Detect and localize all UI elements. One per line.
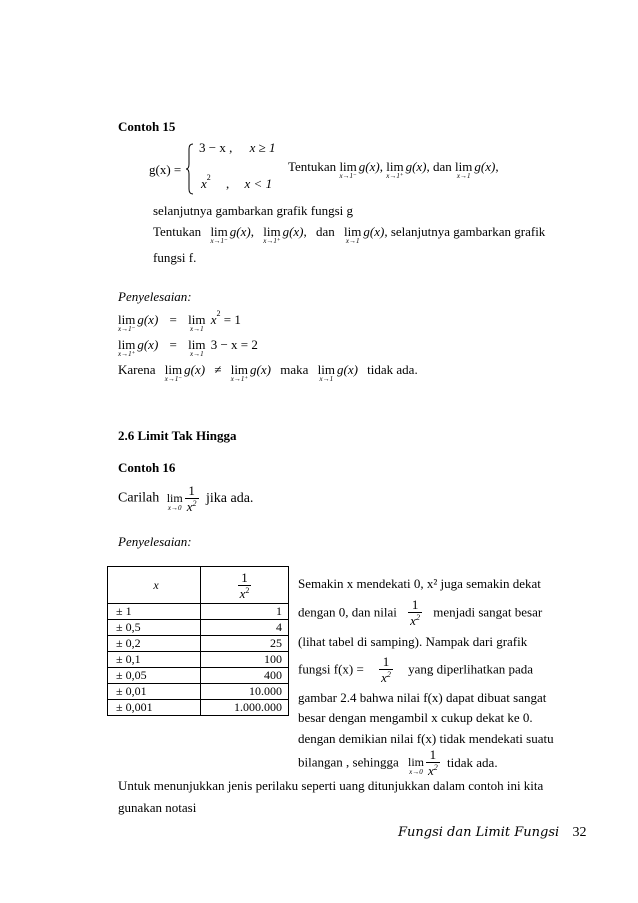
task-15-line-3: Tentukan lim x→1⁻ g(x), lim x→1⁺ g(x), dan lim x→1 g(x), selanjutnya gambarkan grafik bbox=[153, 224, 546, 245]
limit-two-sided-function: g(x) bbox=[474, 159, 496, 174]
paragraph-line-3: (lihat tabel di samping). Nampak dari grafik bbox=[298, 634, 528, 649]
case-2-exponent: 2 bbox=[206, 173, 211, 182]
task-15-line-4: fungsi f. bbox=[153, 250, 197, 265]
table-header-x: x bbox=[108, 567, 201, 604]
paragraph-line-4: fungsi f(x) = $\frac{1}{x^2}$ yang diperlihatkan pada bbox=[298, 654, 534, 685]
task-word: Tentukan bbox=[288, 159, 337, 174]
page-number: 32 bbox=[572, 825, 587, 840]
limit-left: lim x→1⁻ bbox=[339, 159, 357, 180]
case-1-expression: 3 − x , bbox=[199, 140, 233, 155]
piecewise-case-2 bbox=[201, 173, 273, 192]
task-15-line-2: selanjutnya gambarkan grafik fungsi g bbox=[153, 203, 353, 218]
table-row: ± 0,05 400 bbox=[108, 668, 289, 684]
task-15-line-1: Tentukan lim x→1⁻ g(x), lim x→1⁺ g(x), dan lim x→1 g(x), bbox=[288, 159, 499, 180]
fraction-one-over-x-squared: $\frac{1}{x^2}$ bbox=[186, 483, 197, 514]
case-1-condition: x ≥ 1 bbox=[249, 140, 276, 155]
solution-15-row-2: lim x→1⁺ g(x) = lim x→1 3 − x = 2 bbox=[118, 337, 258, 358]
example-16-task: Carilah lim x→0 $\frac{1}{x^2}$ jika ada. bbox=[118, 483, 254, 514]
paragraph-line-6: besar dengan mengambil x cukup dekat ke 0. bbox=[298, 710, 533, 725]
example-15-heading: Contoh 15 bbox=[118, 119, 176, 134]
piecewise-brace-icon bbox=[186, 143, 194, 195]
case-2-condition: x < 1 bbox=[244, 176, 273, 191]
paragraph-line-7: dengan demikian nilai f(x) tidak mendekati suatu bbox=[298, 731, 554, 746]
footer-title: Fungsi dan Limit Fungsi bbox=[398, 825, 560, 840]
case-2-separator: , bbox=[226, 176, 230, 191]
piecewise-case-1 bbox=[199, 140, 276, 156]
example-16-heading: Contoh 16 bbox=[118, 460, 176, 475]
solution-15-row-1: lim x→1⁻ g(x) = lim x→1 $x^2 = 1$ bbox=[118, 309, 241, 333]
limit-two-sided: lim x→1 bbox=[455, 159, 473, 180]
table-row: ± 0,1 100 bbox=[108, 652, 289, 668]
line3-limit-two-sided: lim x→1 bbox=[344, 224, 362, 245]
closing-line-2: gunakan notasi bbox=[118, 800, 197, 815]
section-title: 2.6 Limit Tak Hingga bbox=[118, 428, 237, 443]
line3-limit-right: lim x→1⁺ bbox=[263, 224, 281, 245]
solution-15-heading: Penyelesaian: bbox=[118, 289, 192, 304]
paragraph-line-2: dengan 0, dan nilai $\frac{1}{x^2}$ menjadi sangat besar bbox=[298, 597, 543, 628]
function-g-label: g(x) = bbox=[149, 162, 182, 177]
solution-16-heading: Penyelesaian: bbox=[118, 534, 192, 549]
case-2-expression: x bbox=[201, 176, 207, 191]
limit-right-function: g(x) bbox=[405, 159, 427, 174]
table-row: ± 0,2 25 bbox=[108, 636, 289, 652]
limit-left-function: g(x) bbox=[358, 159, 380, 174]
solution-15-conclusion: Karena lim x→1⁻ g(x) ≠ lim x→1⁺ g(x) maka lim x→1 g(x) tidak ada. bbox=[118, 362, 418, 383]
table-header-fraction: $\frac{1}{x^2}$ bbox=[201, 567, 289, 604]
paragraph-line-5: gambar 2.4 bahwa nilai f(x) dapat dibuat sangat bbox=[298, 690, 547, 705]
paragraph-line-8: bilangan , sehingga lim x→0 $\frac{1}{x^2}$ tidak ada. bbox=[298, 747, 498, 778]
closing-line-1: Untuk menunjukkan jenis perilaku seperti uang ditunjukkan dalam contoh ini kita bbox=[118, 778, 544, 793]
line3-limit-left: lim x→1⁻ bbox=[210, 224, 228, 245]
table-row: ± 1 1 bbox=[108, 604, 289, 620]
values-table bbox=[107, 566, 289, 716]
page-footer bbox=[398, 824, 586, 841]
table-row: ± 0,001 1.000.000 bbox=[108, 700, 289, 716]
table-header-row bbox=[108, 567, 289, 604]
table-row: ± 0,01 10.000 bbox=[108, 684, 289, 700]
table-row: ± 0,5 4 bbox=[108, 620, 289, 636]
limit-right: lim x→1⁺ bbox=[386, 159, 404, 180]
paragraph-line-1: Semakin x mendekati 0, x² juga semakin dekat bbox=[298, 576, 541, 591]
